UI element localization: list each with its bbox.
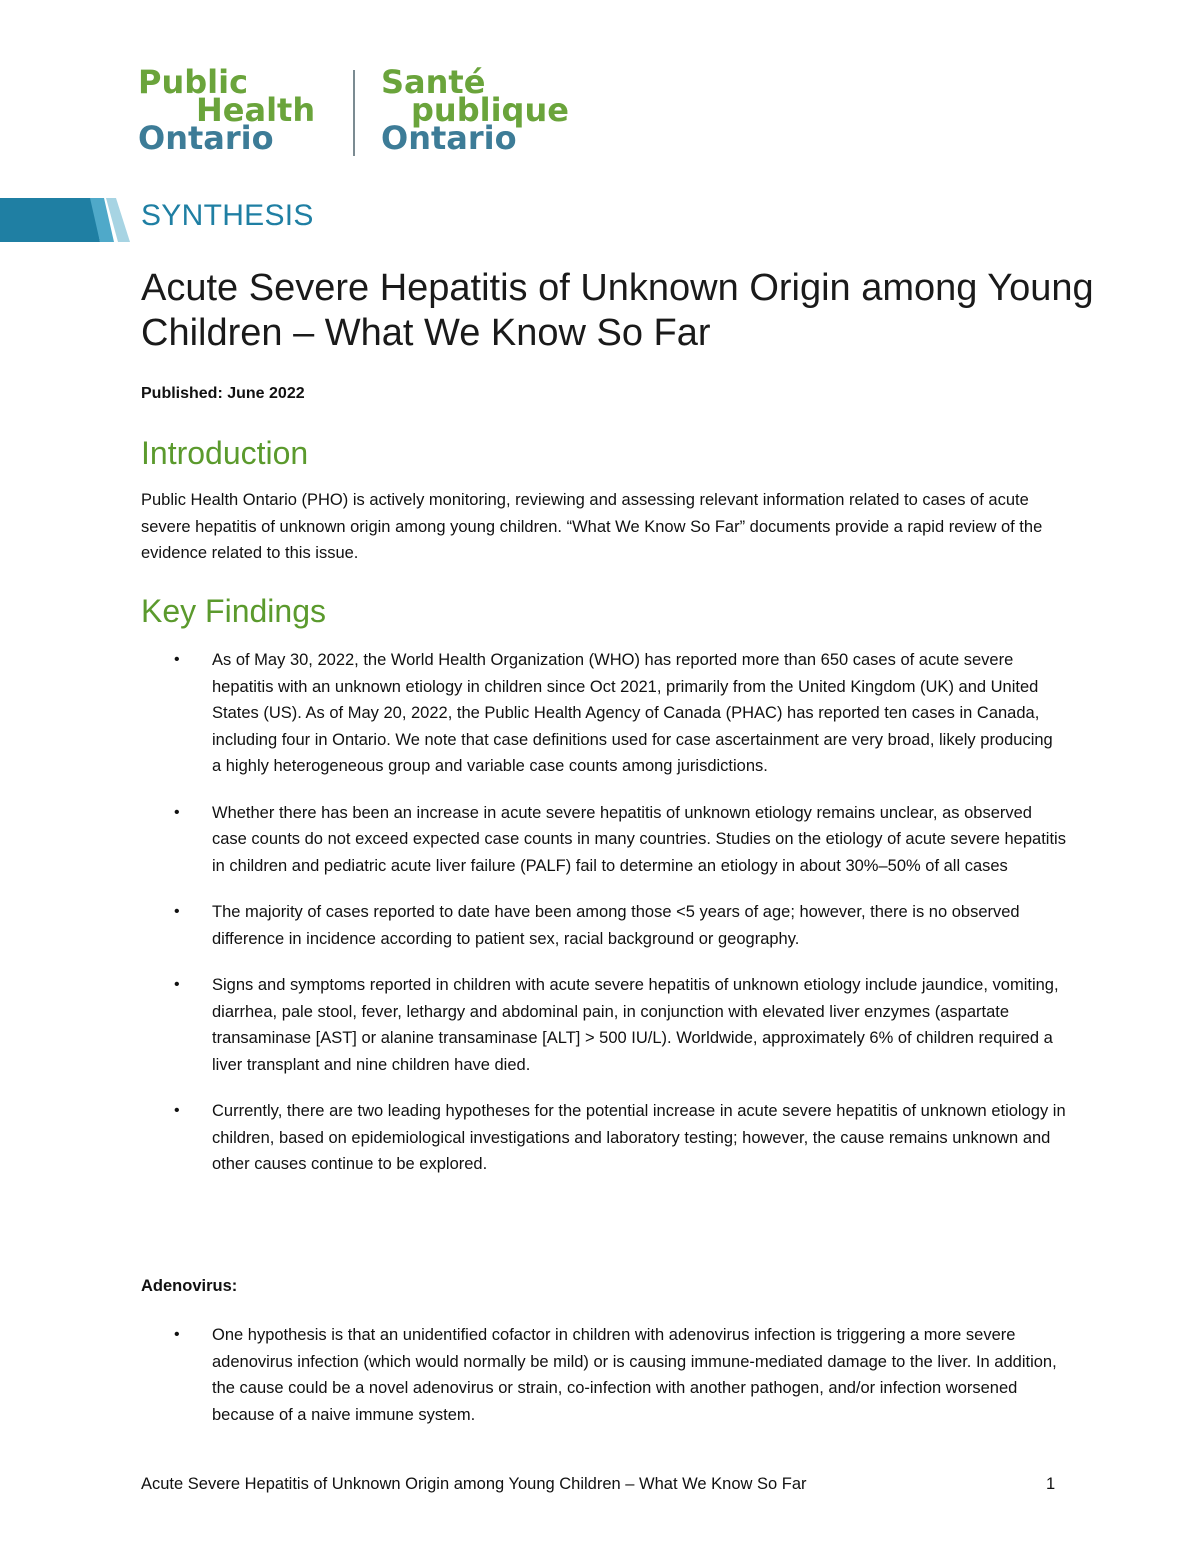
list-item	[141, 1322, 1066, 1428]
list-item-text: As of May 30, 2022, the World Health Organization (WHO) has reported more than 650 cases of acute severe hepatitis with an unknown etiology in children since Oct 2021, primarily from the United Kingdom (UK) and United States (US). As of May 20, 2022, the Public Health Agency of Canada (PHAC) has reported ten cases in Canada, including four in Ontario. We note that case definitions used for case ascertainment are very broad, likely producing a highly heterogeneous group and variable case counts among jurisdictions.	[212, 651, 1053, 775]
section-banner-graphic	[0, 198, 132, 242]
list-item-text: Signs and symptoms reported in children with acute severe hepatitis of unknown etiology include jaundice, vomiting, diarrhea, pale stool, fever, lethargy and abdominal pain, in conjunction with elevated liver enzymes (aspartate transaminase [AST] or alanine transaminase [ALT] > 500 IU/L). Worldwide, approximately 6% of children required a liver transplant and nine children have died.	[212, 976, 1059, 1074]
logo-en-line3: Ontario	[138, 119, 274, 157]
list-item	[141, 1098, 1066, 1178]
bullet-icon: •	[174, 1326, 180, 1343]
bullet-icon: •	[174, 803, 180, 821]
list-item	[141, 899, 1066, 952]
list-item-text: One hypothesis is that an unidentified cofactor in children with adenovirus infection is triggering a more severe adenovirus infection (which would normally be mild) or is causing immune-mediated damage to the liver. In addition, the cause could be a novel adenovirus or strain, co-infection with another pathogen, and/or infection worsened because of a naive immune system.	[212, 1326, 1057, 1424]
list-item	[141, 800, 1066, 880]
logo-fr-line1: Santé	[381, 63, 486, 101]
introduction-paragraph: Public Health Ontario (PHO) is actively monitoring, reviewing and assessing relevant information related to cases of acute severe hepatitis of unknown origin among young children. “What We Know So Far” documents provide a rapid review of the evidence related to this issue.	[141, 491, 1043, 562]
bullet-icon: •	[174, 903, 180, 920]
logo-en-line2: Health	[196, 91, 316, 129]
list-item-text: Currently, there are two leading hypotheses for the potential increase in acute severe hepatitis of unknown etiology in children, based on epidemiological investigations and laboratory testing; however, the cause remains unknown and other causes continue to be explored.	[212, 1102, 1066, 1173]
logo-fr-line2: publique	[411, 91, 569, 129]
heading-key-findings: Key Findings	[141, 593, 326, 629]
organization-logo	[138, 63, 588, 160]
published-date: Published: June 2022	[141, 385, 305, 402]
bullet-icon: •	[174, 1102, 180, 1119]
logo-fr-line3: Ontario	[381, 119, 517, 157]
page-number: 1	[1046, 1475, 1056, 1493]
logo-french	[381, 63, 569, 157]
key-findings-list	[141, 647, 1066, 1198]
list-item	[141, 647, 1066, 780]
logo-en-line1: Public	[138, 63, 249, 101]
page-title: Acute Severe Hepatitis of Unknown Origin among Young Children – What We Know So Far	[141, 267, 1094, 354]
footer-title: Acute Severe Hepatitis of Unknown Origin among Young Children – What We Know So Far	[141, 1475, 807, 1493]
subheading-adenovirus: Adenovirus:	[141, 1277, 238, 1295]
section-tag: SYNTHESIS	[141, 199, 314, 232]
logo-english	[138, 63, 316, 157]
adenovirus-list	[141, 1322, 1066, 1428]
heading-introduction: Introduction	[141, 435, 309, 471]
list-item-text: The majority of cases reported to date have been among those <5 years of age; however, there is no observed difference in incidence according to patient sex, racial background or geography.	[212, 903, 1020, 948]
logo-divider	[353, 70, 355, 156]
bullet-icon: •	[174, 976, 180, 993]
bullet-icon: •	[174, 651, 180, 668]
list-item	[141, 972, 1066, 1078]
list-item-text: Whether there has been an increase in acute severe hepatitis of unknown etiology remains unclear, as observed case counts do not exceed expected case counts in many countries. Studies on the etiology of acute severe hepatitis in children and pediatric acute liver failure (PALF) fail to determine an etiology in about 30%–50% of all cases	[212, 803, 1066, 875]
